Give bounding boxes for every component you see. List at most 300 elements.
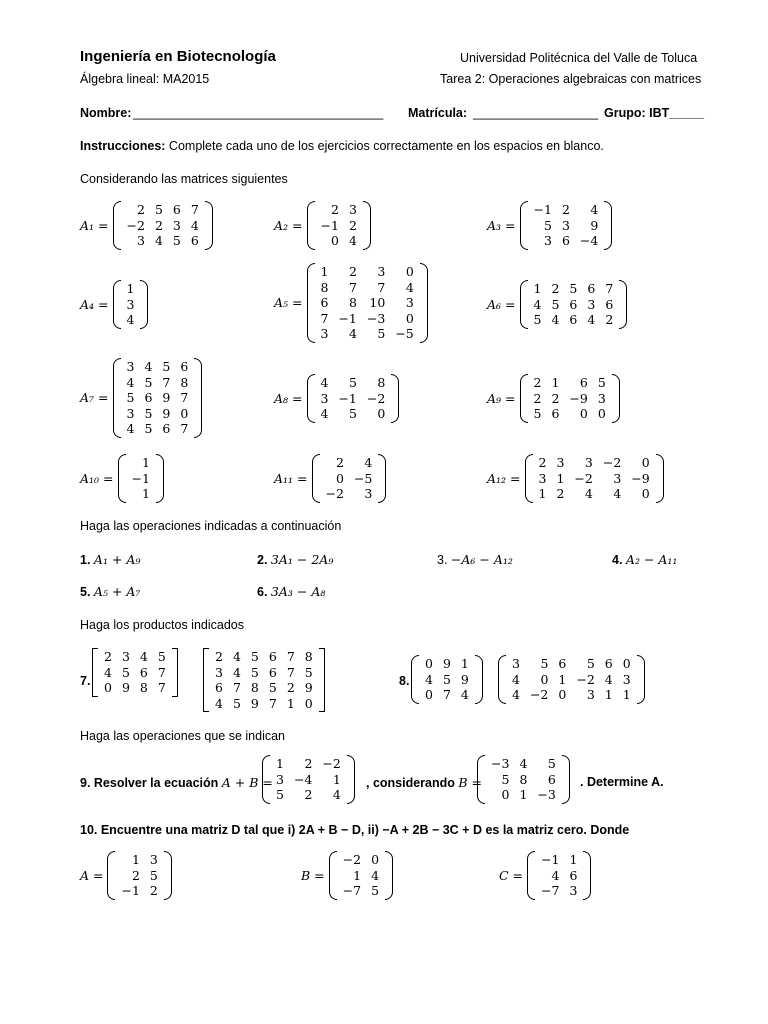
matrix-entry: −1: [533, 202, 552, 217]
matrix-entries: [529, 281, 619, 328]
matrix-entry: 5: [121, 664, 130, 680]
operations-heading: Haga las operaciones indicadas a continuación: [80, 519, 342, 533]
name-field[interactable]: ____________________________________: [133, 106, 384, 120]
left-bracket: [107, 851, 115, 900]
matrix-entry: 3: [215, 664, 223, 680]
matrix-entry: 6: [605, 296, 614, 312]
matrix-row: [127, 486, 155, 502]
matrix-label: A₁₀ =: [80, 470, 114, 486]
matrix-label: A₁₁ =: [274, 470, 308, 486]
matrix-row: [321, 455, 378, 471]
matrix-entries: [316, 202, 362, 249]
matrix-label: A₆ =: [487, 296, 516, 312]
matrix-entries: [486, 756, 561, 803]
matrix-label: A₅ =: [274, 295, 303, 311]
matrix-entry: 3: [543, 233, 552, 248]
product-7-number: 7.: [80, 674, 91, 688]
matrix-entry: 4: [154, 233, 163, 248]
matrix-entry: 2: [335, 455, 344, 470]
matrix-entry: 5: [172, 233, 181, 248]
matrix-entry: 2: [348, 264, 357, 279]
matrix-row: [122, 312, 140, 328]
matrix-row: [122, 233, 204, 249]
matrix-entry: 8: [320, 279, 329, 295]
matrix-entry: 1: [141, 455, 150, 470]
matrix-entry: 4: [604, 671, 613, 687]
matrix-row: [536, 868, 582, 884]
matrix-label: A =: [80, 867, 104, 883]
matrix-row: [529, 281, 619, 297]
matrix-entry: −2: [366, 390, 386, 406]
matrix-entry: −2: [529, 687, 549, 702]
matrix-entry: 1: [556, 470, 565, 486]
matrix-row: [536, 883, 582, 899]
matrix-row: [321, 486, 378, 502]
matrix-entry: −7: [342, 883, 362, 898]
matrix-entry: 8: [348, 295, 357, 310]
matrix-row: [420, 672, 474, 688]
matrix-entry: 6: [162, 421, 171, 436]
matrix-entry: 2: [304, 787, 313, 802]
matrix-a12: [487, 454, 664, 503]
matrix-entry: 9: [162, 390, 171, 405]
matrix-entry: 0: [622, 656, 631, 671]
right-bracket: [604, 201, 612, 250]
matrix-a5: [274, 263, 428, 343]
matrix-entry: 3: [512, 656, 520, 671]
matrix-entries: [271, 756, 346, 803]
matrix-row: [420, 687, 474, 703]
id-label: Matrícula:: [408, 106, 468, 120]
matrix-entry: 5: [586, 656, 595, 671]
matrix-entries: [99, 649, 171, 696]
matrix-entry: 5: [348, 375, 357, 390]
matrix-entry: 6: [551, 406, 560, 421]
matrix-row: [122, 297, 140, 313]
matrix-entry: 4: [232, 649, 241, 664]
matrix-entry: 7: [180, 421, 189, 436]
id-field[interactable]: __________________: [473, 106, 599, 120]
matrix-entry: 0: [104, 680, 112, 695]
matrix-entry: −7: [541, 883, 560, 898]
matrix-entry: 1: [276, 756, 284, 771]
matrix-entry: 1: [538, 486, 547, 501]
right-bracket: [140, 280, 148, 329]
matrix-row: [529, 233, 604, 249]
matrix-row: [316, 311, 419, 327]
matrix-entry: 1: [126, 281, 135, 296]
matrix-row: [529, 406, 611, 422]
right-bracket: [612, 374, 620, 423]
matrix-entry: 5: [551, 296, 560, 312]
matrix-row: [529, 297, 619, 313]
left-bracket: [92, 648, 98, 697]
considering-heading: Considerando las matrices siguientes: [80, 172, 288, 186]
matrix-entry: 2: [136, 202, 145, 217]
matrix-entry: 7: [232, 680, 241, 695]
left-bracket: [307, 201, 315, 250]
matrix-entry: 4: [590, 202, 599, 217]
matrix-entry: 6: [604, 656, 613, 671]
matrix-entry: 7: [348, 279, 357, 295]
matrix-entry: 4: [551, 867, 560, 883]
matrix-row: [534, 471, 655, 487]
matrix-entries: [529, 202, 604, 249]
matrix-entry: 0: [641, 455, 650, 470]
matrix-entry: 4: [371, 867, 380, 883]
matrix-entries: [529, 375, 611, 422]
right-bracket: [378, 454, 386, 503]
matrix-entry: 3: [377, 264, 386, 279]
matrix-a4: [80, 280, 148, 329]
left-bracket: [498, 655, 506, 704]
matrix-row: [122, 406, 194, 422]
matrix-entry: 5: [144, 405, 153, 421]
op-expression: A₁ + A₉: [93, 552, 141, 567]
right-bracket: [194, 358, 202, 438]
left-bracket: [113, 280, 121, 329]
matrix-entry: 1: [141, 486, 150, 501]
matrix-entries: [420, 656, 474, 703]
matrix-entry: −3: [491, 756, 510, 771]
matrix-a7: [80, 358, 202, 438]
matrix-entry: 5: [377, 326, 386, 341]
matrix-row: [210, 680, 318, 696]
matrix-entry: 7: [157, 680, 166, 695]
q10-text: 10. Encuentre una matriz D tal que i) 2A + B − D, ii) −A + 2B − 3C + D es la matriz cero. Donde: [80, 823, 630, 837]
matrix-entry: 4: [126, 312, 135, 327]
matrix-entries: [210, 649, 318, 711]
left-bracket: [113, 201, 121, 250]
matrix-entry: 4: [425, 671, 433, 687]
matrix-label: A₁ =: [80, 217, 109, 233]
matrix-row: [316, 233, 362, 249]
matrix-entry: −9: [569, 390, 588, 406]
left-bracket: [477, 755, 485, 804]
matrix-row: [122, 390, 194, 406]
matrix-entry: 5: [371, 883, 380, 898]
matrix-entry: 9: [304, 680, 313, 695]
matrix-entry: −5: [353, 470, 373, 486]
matrix-row: [122, 218, 204, 234]
matrix-entry: 2: [556, 486, 565, 501]
group-field[interactable]: Grupo: IBT_____: [604, 106, 705, 120]
matrix-entry: 6: [139, 664, 148, 680]
matrix-entry: 9: [162, 405, 171, 421]
matrix-entry: −1: [541, 852, 560, 867]
right-bracket: [562, 755, 570, 804]
matrix-entry: 4: [139, 649, 148, 664]
matrix-entry: 2: [215, 649, 223, 664]
op-3: [437, 552, 513, 567]
matrix-entry: 1: [622, 687, 631, 702]
matrix-entry: −3: [537, 787, 556, 802]
matrix-entry: 0: [641, 486, 650, 501]
matrix-entry: 3: [538, 470, 547, 486]
left-bracket: [411, 655, 419, 704]
matrix-entry: 0: [579, 406, 588, 421]
matrix-entry: 8: [180, 374, 189, 390]
matrix-entry: 5: [149, 867, 158, 883]
matrix-entry: 7: [162, 374, 171, 390]
matrix-entry: 2: [538, 455, 547, 470]
matrix-entry: 3: [622, 671, 631, 687]
matrix-entry: 7: [286, 664, 295, 680]
matrix-entries: [122, 202, 204, 249]
matrix-entry: −1: [131, 470, 150, 486]
q9-text: 9. Resolver la ecuación: [80, 776, 222, 790]
left-bracket: [113, 358, 121, 438]
matrix-entry: 9: [121, 680, 130, 695]
matrix-entry: 7: [605, 281, 614, 296]
left-bracket: [118, 454, 126, 503]
matrix-entry: 6: [561, 233, 570, 248]
product-7-left-matrix: [92, 648, 178, 697]
matrix-entry: 4: [512, 671, 520, 687]
matrix-entry: 0: [405, 310, 414, 326]
matrix-row: [534, 455, 655, 471]
matrix-entries: [316, 375, 391, 422]
matrix-entry: 4: [190, 217, 199, 233]
matrix-row: [316, 391, 391, 407]
matrix-entry: 4: [519, 756, 528, 771]
matrix-row: [507, 672, 636, 688]
matrix-entry: 1: [569, 852, 578, 867]
matrix-entries: [507, 656, 636, 703]
q9-suffix: . Determine A.: [580, 775, 664, 789]
matrix-entry: −5: [395, 326, 414, 341]
matrix-label: A₂ =: [274, 217, 303, 233]
matrix-label: C =: [499, 867, 524, 883]
matrix-entry: 2: [348, 217, 357, 233]
matrix-row: [122, 375, 194, 391]
matrix-a9: [487, 374, 620, 423]
matrix-row: [271, 756, 346, 772]
q9-considering: , considerando: [366, 776, 459, 790]
matrix-row: [116, 852, 162, 868]
matrix-label: A₉ =: [487, 390, 516, 406]
matrix-entry: 4: [364, 455, 373, 470]
op-number: 1.: [80, 553, 91, 567]
left-bracket: [203, 648, 209, 712]
matrix-entries: [122, 359, 194, 437]
matrix-row: [316, 202, 362, 218]
matrix-entry: 1: [604, 687, 613, 702]
matrix-entry: 0: [597, 406, 606, 421]
matrix-entries: [127, 455, 155, 502]
matrix-entry: 4: [405, 279, 414, 295]
product-7-right-matrix: [203, 648, 325, 712]
matrix-row: [534, 486, 655, 502]
matrix-entry: −2: [325, 486, 344, 501]
matrix-entry: 3: [320, 326, 329, 341]
matrix-entry: 0: [425, 687, 433, 702]
matrix-entry: −1: [338, 390, 357, 406]
product-8-left-matrix: [411, 655, 483, 704]
op-1: [80, 552, 140, 567]
matrix-row: [99, 680, 171, 696]
matrix-row: [536, 852, 582, 868]
matrix-entry: 6: [587, 281, 596, 296]
matrix-entry: 5: [501, 771, 510, 787]
matrix-row: [338, 883, 384, 899]
op-number: 5.: [80, 585, 91, 599]
matrix-entry: 9: [442, 656, 451, 671]
matrix-entry: 4: [613, 486, 622, 501]
matrix-entry: 10: [369, 295, 386, 310]
op-number: 2.: [257, 553, 268, 567]
matrix-entry: 5: [547, 756, 556, 771]
left-bracket: [307, 263, 315, 343]
matrix-entry: 4: [512, 687, 520, 702]
op-number: 6.: [257, 585, 268, 599]
matrix-entries: [122, 281, 140, 328]
left-bracket: [525, 454, 533, 503]
matrix-entry: 1: [519, 787, 528, 802]
left-bracket: [527, 851, 535, 900]
matrix-row: [507, 656, 636, 672]
op-2: [257, 552, 333, 567]
name-label: Nombre:: [80, 106, 132, 120]
op-5: [80, 584, 140, 599]
matrix-entry: 4: [320, 406, 329, 421]
matrix-entry: 3: [348, 202, 357, 217]
left-bracket: [307, 374, 315, 423]
matrix-row: [316, 295, 419, 311]
matrix-entry: 0: [304, 695, 313, 711]
matrix-entry: 4: [320, 375, 329, 390]
matrix-entry: 4: [332, 787, 341, 802]
matrix-entry: 7: [320, 310, 329, 326]
matrix-entry: 0: [330, 233, 339, 248]
matrix-entries: [316, 264, 419, 342]
matrix-entry: 4: [126, 421, 135, 436]
matrix-entry: 0: [501, 787, 510, 802]
matrix-entry: −1: [320, 217, 339, 233]
matrix-entry: 5: [144, 421, 153, 436]
course-label: Álgebra lineal: MA2015: [80, 72, 210, 86]
matrix-entry: −4: [579, 233, 599, 248]
assignment-label: Tarea 2: Operaciones algebraicas con matrices: [440, 72, 702, 86]
matrix-entry: −2: [322, 756, 341, 771]
matrix-row: [116, 868, 162, 884]
matrix-row: [210, 649, 318, 665]
matrix-row: [122, 359, 194, 375]
matrix-entry: 6: [547, 771, 556, 787]
right-bracket: [319, 648, 325, 712]
left-bracket: [329, 851, 337, 900]
matrix-a10: [80, 454, 164, 503]
matrix-row: [338, 852, 384, 868]
matrix-entries: [536, 852, 582, 899]
matrix-entry: 1: [533, 281, 542, 296]
matrix-row: [486, 756, 561, 772]
matrix-entry: 4: [215, 695, 223, 711]
matrix-entry: 3: [597, 390, 606, 406]
matrix-entry: 2: [304, 756, 313, 771]
matrix-entry: 5: [144, 374, 153, 390]
right-bracket: [172, 648, 178, 697]
matrix-entry: 7: [180, 390, 189, 405]
matrix-entry: 0: [540, 671, 549, 687]
operations-2-heading: Haga las operaciones que se indican: [80, 729, 285, 743]
matrix-entry: 5: [442, 671, 451, 687]
right-bracket: [420, 263, 428, 343]
matrix-entry: 0: [377, 406, 386, 421]
matrix-entry: 2: [605, 312, 614, 327]
matrix-entry: 6: [190, 233, 199, 248]
right-bracket: [391, 374, 399, 423]
matrix-entry: 3: [587, 296, 596, 312]
q9-prefix: [80, 775, 273, 790]
matrix-entry: 0: [371, 852, 380, 867]
matrix-a2: [274, 201, 371, 250]
matrix-entry: 2: [533, 390, 542, 406]
matrix-label: A₇ =: [80, 390, 109, 406]
matrix-entry: 3: [561, 217, 570, 233]
matrix-row: [316, 375, 391, 391]
matrix-a1: [80, 201, 213, 250]
matrix-entry: 6: [579, 375, 588, 390]
matrix-entry: 9: [250, 695, 259, 711]
matrix-entry: 3: [556, 455, 565, 470]
matrix-entry: 3: [364, 486, 373, 501]
left-bracket: [520, 374, 528, 423]
matrix-entry: −2: [574, 470, 593, 486]
matrix-entry: 8: [250, 680, 259, 695]
instructions: [80, 139, 604, 153]
matrix-entry: 0: [405, 264, 414, 279]
matrix-entry: 2: [561, 202, 570, 217]
matrix-entry: 0: [180, 405, 189, 421]
matrix-entry: 2: [131, 867, 140, 883]
right-bracket: [385, 851, 393, 900]
matrix-row: [210, 696, 318, 712]
matrix-entry: 2: [154, 217, 163, 233]
matrix-row: [529, 202, 604, 218]
product-8-right-matrix: [498, 655, 645, 704]
matrix-entry: −1: [338, 310, 357, 326]
matrix-row: [99, 665, 171, 681]
matrix-row: [127, 471, 155, 487]
matrix-entry: 5: [162, 359, 171, 374]
matrix-entry: −1: [121, 883, 140, 898]
matrix-entry: 3: [126, 405, 135, 421]
matrix-entry: 0: [558, 687, 567, 702]
matrix-entry: −9: [631, 470, 650, 486]
matrix-a11: [274, 454, 386, 503]
matrix-entry: 5: [569, 281, 578, 296]
matrix-entry: 2: [104, 649, 112, 664]
matrix-entry: 6: [268, 664, 277, 680]
matrix-entry: 1: [353, 867, 362, 883]
matrix-entry: 4: [144, 359, 153, 374]
matrix-row: [486, 787, 561, 803]
matrix-entry: 5: [540, 656, 549, 671]
matrix-entry: 1: [558, 671, 567, 687]
q9-b-label: B =: [458, 775, 483, 790]
matrix-entry: 6: [172, 202, 181, 217]
matrix-entry: 1: [131, 852, 140, 867]
matrix-entry: 3: [136, 233, 145, 248]
matrix-entry: 8: [304, 649, 313, 664]
matrix-entry: 4: [551, 312, 560, 327]
matrix-entry: 5: [250, 649, 259, 664]
university-label: Universidad Politécnica del Valle de Toluca: [460, 51, 698, 65]
left-bracket: [520, 201, 528, 250]
right-bracket: [637, 655, 645, 704]
right-bracket: [347, 755, 355, 804]
